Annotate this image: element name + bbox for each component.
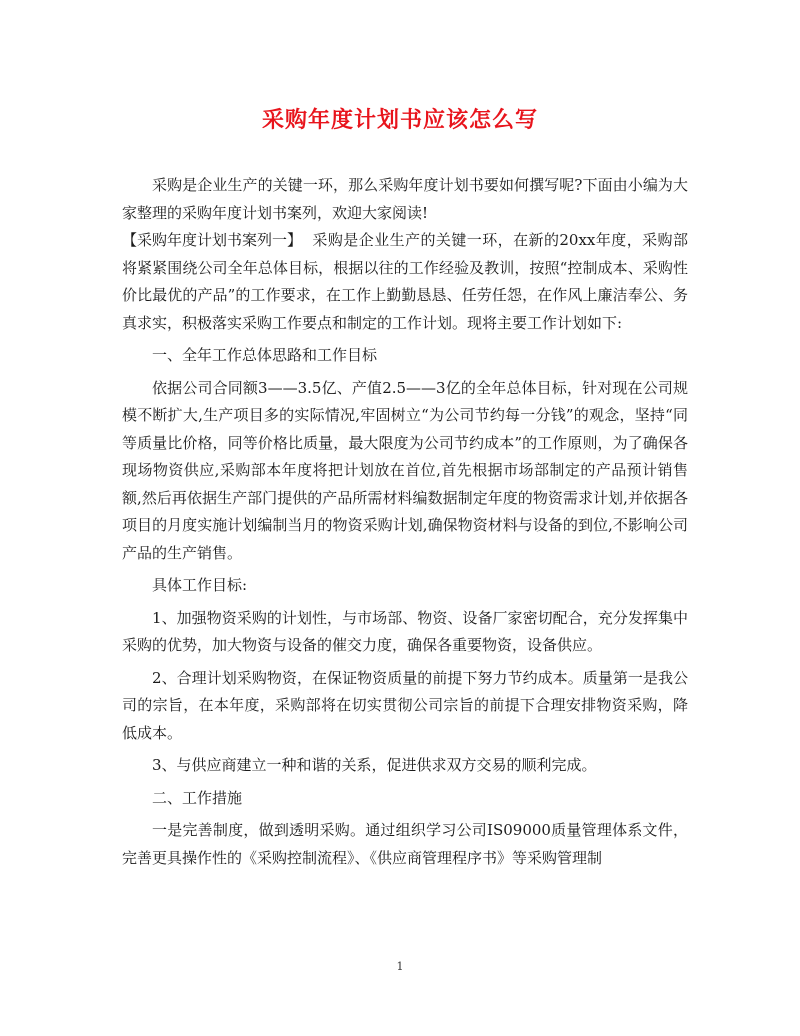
- goals-heading: 具体工作目标:: [152, 576, 248, 594]
- case-paragraph: [122, 227, 688, 337]
- case-heading: 【采购年度计划书案列一】: [122, 231, 303, 249]
- intro-paragraph: 采购是企业生产的关键一环，那么采购年度计划书要如何撰写呢?下面由小编为大家整理的采购年度计划书案列，欢迎大家阅读!: [122, 176, 688, 222]
- measure-1: 一是完善制度，做到透明采购。通过组织学习公司IS09000质量管理体系文件，完善更具操作性的《采购控制流程》、《供应商管理程序书》等采购管理制: [122, 821, 688, 867]
- goal-1: 1、加强物资采购的计划性，与市场部、物资、设备厂家密切配合，充分发挥集中采购的优势，加大物资与设备的催交力度，确保各重要物资，设备供应。: [122, 608, 688, 654]
- section1-paragraph: 依据公司合同额3——3.5亿、产值2.5——3亿的全年总体目标，针对现在公司规模不断扩大,生产项目多的实际情况,牢固树立“为公司节约每一分钱”的观念，坚持“同等质量比价格，同等价格比质量，最大限度为公司节约成本”的工作原则，为了确保各现场物资供应,采购部本年度将把计划放在首位,首先根据市场部制定的产品预计销售额,然后再依据生产部门提供的产品所需材料编数据制定年度的物资需求计划,并依据各项目的月度实施计划编制当月的物资采购计划,确保物资材料与设备的到位,不影响公司产品的生产销售。: [122, 378, 688, 562]
- goal-2: 2、合理计划采购物资，在保证物资质量的前提下努力节约成本。质量第一是我公司的宗旨，在本年度，采购部将在切实贯彻公司宗旨的前提下合理安排物资采购，降低成本。: [122, 668, 688, 742]
- document-body: [122, 172, 688, 872]
- page-number: 1: [396, 960, 404, 973]
- section1-heading: 一、全年工作总体思路和工作目标: [152, 346, 378, 364]
- document-title: 采购年度计划书应该怎么写: [261, 108, 538, 133]
- goal-3: 3、与供应商建立一种和谐的关系，促进供求双方交易的顺利完成。: [152, 756, 597, 774]
- section2-heading: 二、工作措施: [152, 788, 243, 807]
- case-text: 采购是企业生产的关键一环，在新的20xx年度，采购部将紧紧围绕公司全年总体目标，根据以往的工作经验及教训，按照“控制成本、采购性价比最优的产品”的工作要求，在工作上勤勤恳恳、任劳任怨，在作风上廉洁奉公、务真求实，积极落实采购工作要点和制定的工作计划。现将主要工作计划如下:: [122, 231, 688, 332]
